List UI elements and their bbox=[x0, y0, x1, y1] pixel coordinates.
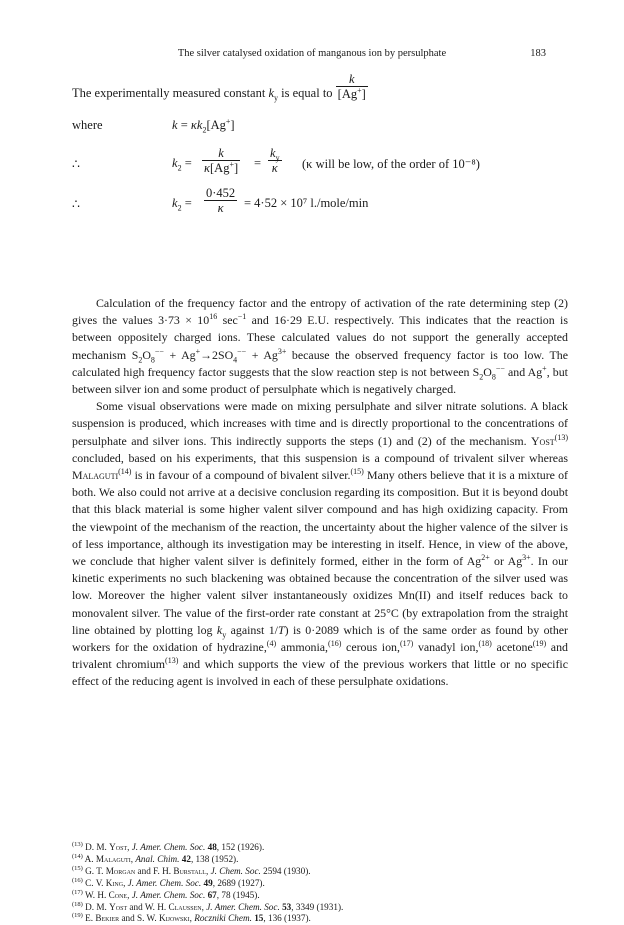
fraction-denominator: κ bbox=[217, 201, 224, 215]
equation-line-where bbox=[72, 116, 235, 135]
page-number: 183 bbox=[530, 48, 546, 59]
k2-value: = 4·52 × 10⁷ l./mole/min bbox=[244, 196, 369, 210]
reference-18: $^{(18)}$ D. M. Yost and W. H. Claussen, J. Amer. Chem. Soc. 53, 3349 (1931). bbox=[72, 900, 344, 912]
therefore-symbol: ∴ bbox=[72, 197, 80, 211]
reference-14: $^{(14)}$ A. Malaguti, Anal. Chim. 42, 138 (1952). bbox=[72, 852, 239, 864]
reference-17: $^{(17)}$ W. H. Cone, J. Amer. Chem. Soc. 67, 78 (1945). bbox=[72, 888, 260, 900]
equation-text: The experimentally measured constant $k_y$ is equal to bbox=[72, 86, 336, 103]
fraction-denominator: κ bbox=[271, 161, 278, 175]
running-title: The silver catalysed oxidation of manganous ion by persulphate bbox=[177, 48, 447, 59]
reference-19: $^{(19)}$ E. Bekier and S. W. Kijowski, Roczniki Chem. 15, 136 (1937). bbox=[72, 912, 311, 924]
paragraph-visual-observations: Some visual observations were made on mixing persulphate and silver nitrate solutions. A black suspension is produced, which increases with time and is directly proportional to the concentrations of persulphate and silver ions. This indirectly supports the steps (1) and (2) of the mechanism. Yost$^{(13)}$ concluded, based on his experiments, that this suspension is a compound of trivalent silver whereas Malaguti$^{(14)}$ is in favour of a compound of bivalent silver.$^{(15)}$ Many others believe that it is a mixture of both. We also could not arrive at a decisive conclusion regarding its composition. But it is beyond doubt that this black material is some higher valent silver compound and has high oxidizing capacity. From the viewpoint of the mechanism of the reaction, the uncertainty about the higher valence of the silver is of less importance, although its investigation may be interesting in itself. Hence, in view of the above, we conclude that higher valent silver is definitely formed, either in the form of $Ag^{2+}$ or $Ag^{3+}$. In our kinetic experiments no such blackening was obtained because the concentration of the silver used was low. Moreover the higher valent silver instantaneously oxidizes Mn(II) and itself reduces back to monovalent silver. The value of the first-order rate constant at 25°C (by extrapolation from the straight line obtained by plotting $\log k_y$ against 1/T) is 0·2089 which is of the same order as found by other workers for the oxidation of hydrazine,$^{(4)}$ ammonia,$^{(16)}$ cerous ion,$^{(17)}$ vanadyl ion,$^{(18)}$ acetone$^{(19)}$ and trivalent chromium$^{(13)}$ and which supports the view of the previous workers that little or no specific effect of the reducing agent is involved in each of these persulphate oxidations. bbox=[72, 399, 569, 689]
fraction-k-over-kappa-ag bbox=[202, 146, 240, 175]
references bbox=[72, 842, 568, 925]
fraction-numerator: $k_y$ bbox=[270, 146, 280, 163]
body-text bbox=[72, 295, 568, 691]
fraction-denominator: κ[Ag+] bbox=[204, 159, 239, 175]
where-label: where bbox=[72, 118, 103, 132]
reference-15: $^{(15)}$ G. T. Morgan and F. H. Burstall, J. Chem. Soc. 2594 (1930). bbox=[72, 864, 311, 876]
equals-sign: = bbox=[254, 156, 262, 170]
fraction-numerator: k bbox=[202, 146, 240, 161]
k2-lhs: $k_2$ = bbox=[172, 156, 192, 173]
reference-13: $^{(13)}$ D. M. Yost, J. Amer. Chem. Soc. 48, 152 (1926). bbox=[72, 840, 265, 852]
fraction-numerator: k bbox=[336, 72, 368, 87]
reference-16: $^{(16)}$ C. V. King, J. Amer. Chem. Soc. 49, 2689 (1927). bbox=[72, 876, 265, 888]
fraction-0452-over-kappa bbox=[204, 186, 237, 215]
therefore-symbol: ∴ bbox=[72, 157, 80, 171]
fraction-k-over-ag bbox=[336, 72, 368, 101]
k2-lhs: $k_2$ = bbox=[172, 196, 192, 213]
fraction-ky-over-kappa bbox=[268, 146, 282, 175]
equation-line-constant bbox=[72, 72, 368, 109]
fraction-numerator: 0·452 bbox=[206, 186, 236, 200]
fraction-denominator: [Ag+] bbox=[337, 85, 366, 101]
equation-line-k2 bbox=[72, 146, 562, 186]
kappa-note: (κ will be low, of the order of 10⁻⁸) bbox=[302, 157, 480, 171]
where-equation: $k = \kappa k_2[Ag^+]$ bbox=[172, 116, 235, 135]
equation-line-k2-value bbox=[72, 186, 562, 226]
paragraph-frequency-factor: Calculation of the frequency factor and the entropy of activation of the rate determining step (2) gives the values $3\cdot 73 \times 10^{16}$ $\sec^{-1}$ and 16·29 E.U. respectively. This indicates that the reaction is between oppositely charged ions. These calculated values do not support the generally accepted mechanism $S_2O_8^{--} + Ag^+\to 2SO_4^{--} + Ag^{3+}$ because the observed frequency factor is too low. The calculated high frequency factor suggests that the slow reaction step is not between $S_2O_8^{--}$ and Ag+, but between silver ion and some product of persulphate which is negatively charged. bbox=[72, 296, 569, 397]
